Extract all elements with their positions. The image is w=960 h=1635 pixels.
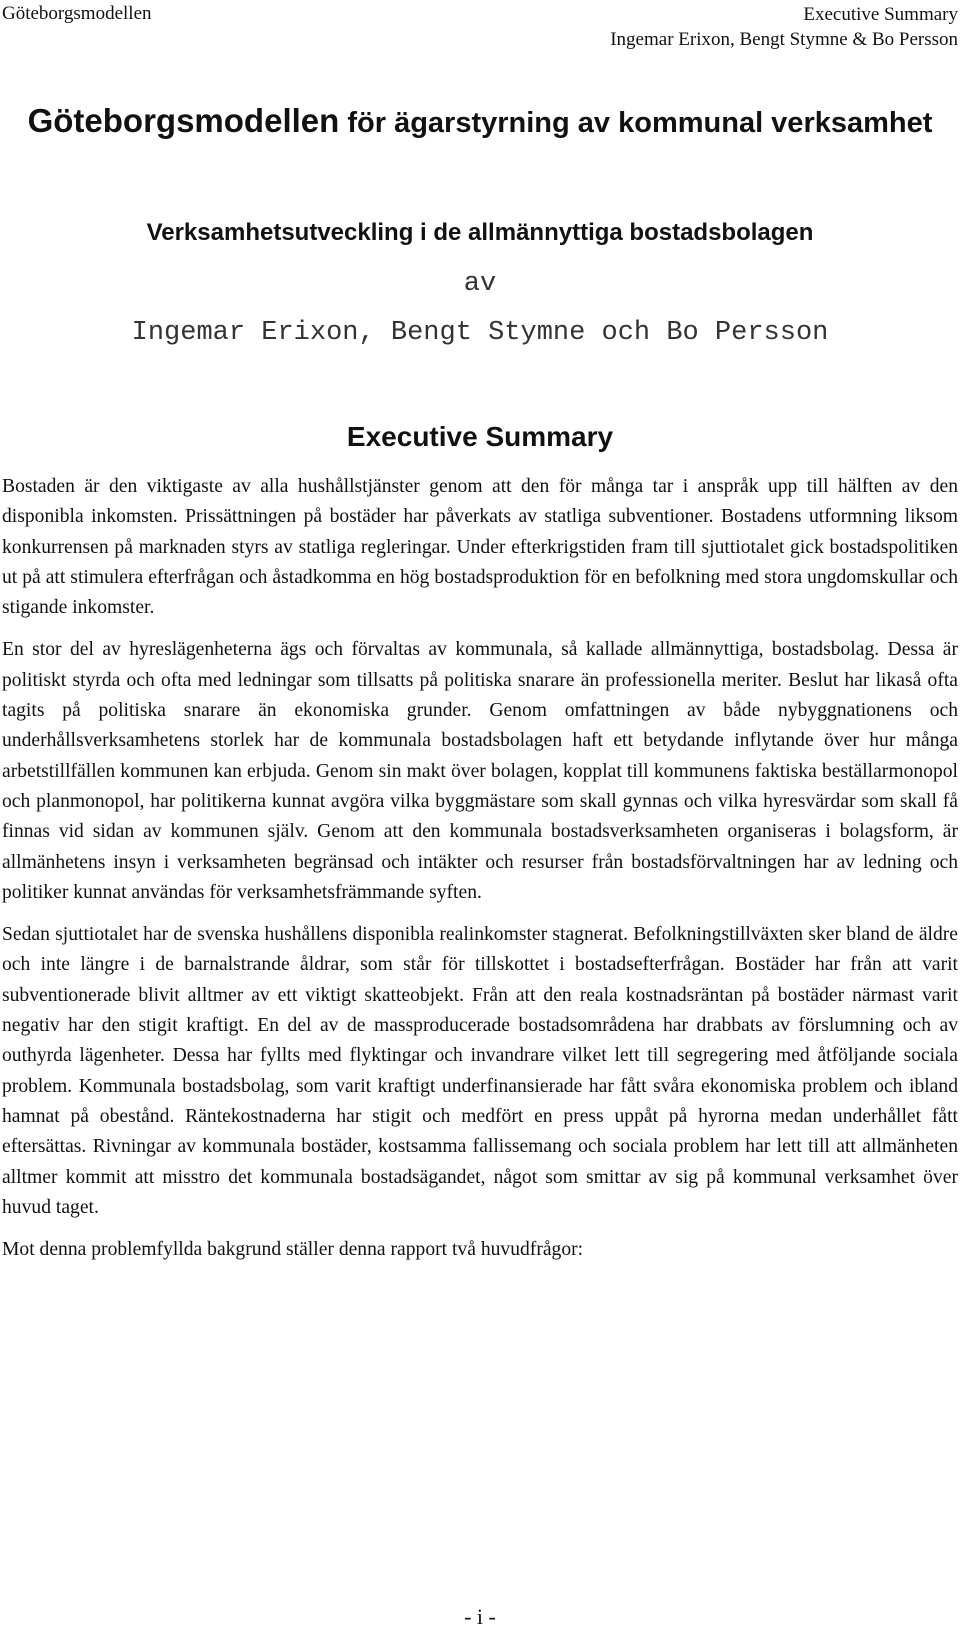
byline-authors: Ingemar Erixon, Bengt Stymne och Bo Persson bbox=[131, 318, 829, 348]
body-text bbox=[2, 472, 958, 1277]
page-title-rest: för ägarstyrning av kommunal verksamhet bbox=[339, 107, 933, 139]
header-authors: Ingemar Erixon, Bengt Stymne & Bo Persson bbox=[610, 29, 958, 50]
page-number: - i - bbox=[464, 1604, 496, 1629]
running-header bbox=[0, 0, 960, 60]
header-right-block bbox=[610, 2, 958, 52]
header-section-name: Executive Summary bbox=[803, 4, 958, 25]
page-subtitle: Verksamhetsutveckling i de allmännyttiga bostadsbolagen bbox=[146, 219, 814, 246]
section-heading: Executive Summary bbox=[346, 421, 614, 452]
paragraph-3: Sedan sjuttiotalet har de svenska hushållens disponibla realinkomster stagnerat. Befolkningstillväxten sker bland de äldre och inte längre i de barnalstrande åldrar, som står för tillskottet i bostadsefterfrågan. Bostäder har från att varit subventionerade blivit alltmer av ett viktigt skatteobjekt. Från att den reala kostnadsräntan på bostäder närmast varit negativ har den stigit kraftigt. En del av de massproducerade bostadsområdena har drabbats av förslumning och av outhyrda lägenheter. Dessa har fyllts med flyktingar och invandrare vilket lett till segregering med åtföljande sociala problem. Kommunala bostadsbolag, som varit kraftigt underfinansierade har fått svåra ekonomiska problem och ibland hamnat på obestånd. Räntekostnaderna har stigit och medfört en press uppåt på hyrorna medan underhållet fått eftersättas. Rivningar av kommunala bostäder, kostsamma fallissemang och sociala problem har lett till att allmänheten alltmer kommit att misstro det kommunala bostadsägandet, något som smittar av sig på kommunal verksamhet över huvud taget. bbox=[2, 924, 958, 1218]
page-title-lead: Göteborgsmodellen bbox=[27, 102, 340, 139]
paragraph-1: Bostaden är den viktigaste av alla hushållstjänster genom att den för många tar i anspråk upp till hälften av den disponibla inkomsten. Prissättningen på bostäder har påverkats av statliga subventioner. Bostadens utformning liksom konkurrensen på marknaden styrs av statliga regleringar. Under efterkrigstiden fram till sjuttiotalet gick bostadspolitiken ut på att stimulera efterfrågan och åstadkomma en hög bostadsproduktion för en befolkning med stora ungdomskullar och stigande inkomster. bbox=[2, 476, 958, 619]
paragraph-2: En stor del av hyreslägenheterna ägs och förvaltas av kommunala, så kallade allmännyttiga, bostadsbolag. Dessa är politiskt styrda och ofta med ledningar som tillsatts på politiska snarare än professionella meriter. Beslut har likaså ofta tagits på politiska snarare än ekonomiska grunder. Genom omfattningen av både nybyggnationens och underhållsverksamhetens storlek har de kommunala bostadsbolagen haft ett betydande inflytande över hur många arbetstillfällen kommunen kan erbjuda. Genom sin makt över bolagen, kopplat till kommunens faktiska beställarmonopol och planmonopol, har politikerna kunnat avgöra vilka byggmästare som skall gynnas och vilka hyresvärdar som skall få finnas vid sidan av kommunen själv. Genom att den kommunala bostadsverksamheten organiseras i bolagsform, är allmänhetens insyn i verksamheten begränsad och intäkter och resurser från bostadsförvaltningen har av ledning och politiker kunnat användas för verksamhetsfrämmande syften. bbox=[2, 639, 958, 903]
header-document-title: Göteborgsmodellen bbox=[2, 3, 152, 24]
page-title bbox=[0, 102, 960, 142]
paragraph-4: Mot denna problemfyllda bakgrund ställer denna rapport två huvudfrågor: bbox=[2, 1239, 584, 1261]
byline-av: av bbox=[463, 269, 497, 299]
